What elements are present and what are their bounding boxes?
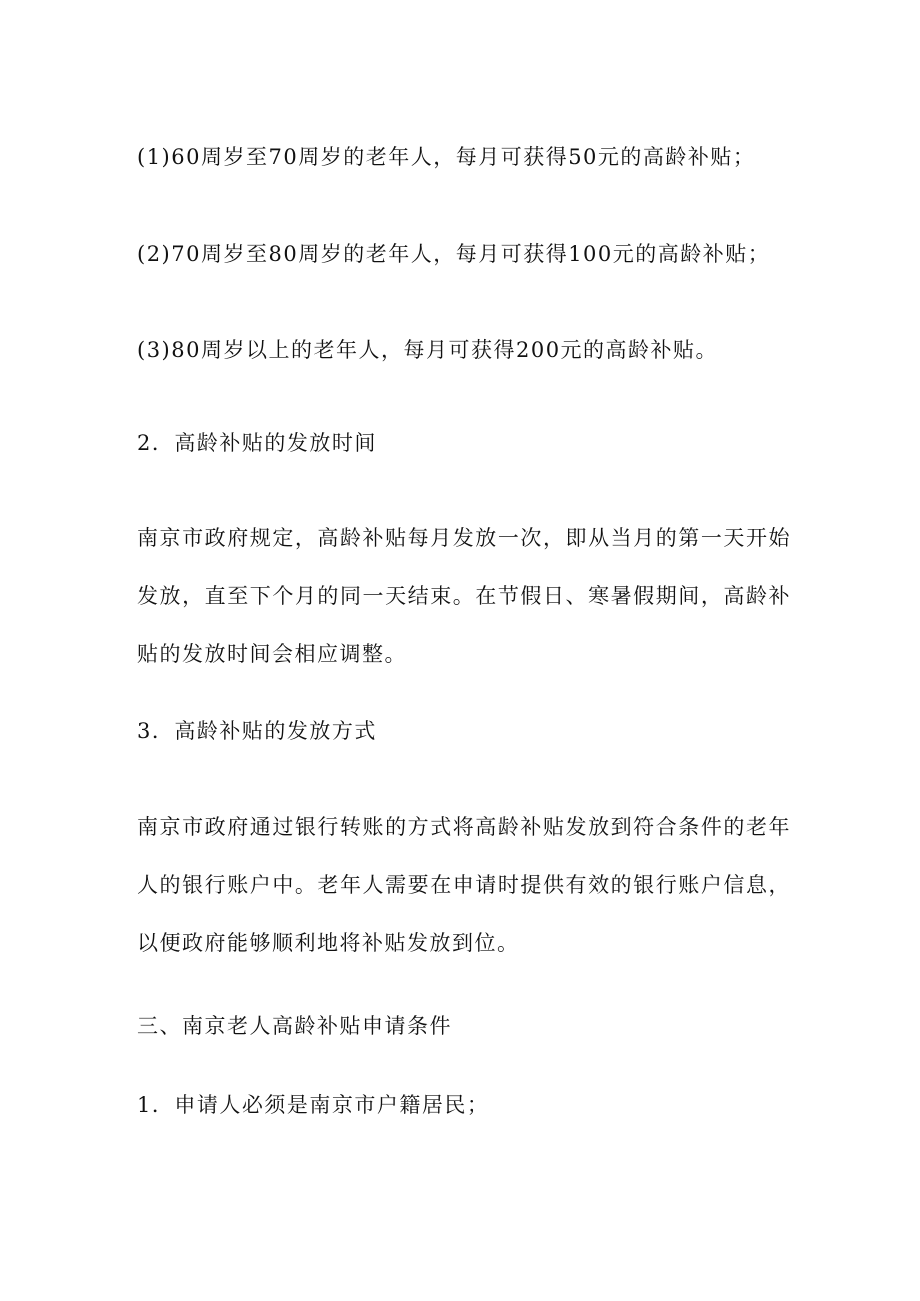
paragraph-distribution-time: 南京市政府规定，高龄补贴每月发放一次，即从当月的第一天开始发放，直至下个月的同一天结束。在节假日、寒暑假期间，高龄补贴的发放时间会相应调整。 bbox=[137, 526, 791, 666]
paragraph-distribution-method: 南京市政府通过银行转账的方式将高龄补贴发放到符合条件的老年人的银行账户中。老年人需要在申请时提供有效的银行账户信息，以便政府能够顺利地将补贴发放到位。 bbox=[137, 815, 791, 955]
heading-distribution-method: 3．高龄补贴的发放方式 bbox=[137, 719, 377, 743]
subsidy-tier-1: (1)60周岁至70周岁的老年人，每月可获得50元的高龄补贴； bbox=[137, 145, 756, 169]
condition-1: 1．申请人必须是南京市户籍居民； bbox=[137, 1093, 490, 1117]
section-heading-conditions: 三、南京老人高龄补贴申请条件 bbox=[137, 1014, 452, 1038]
subsidy-tier-3: (3)80周岁以上的老年人，每月可获得200元的高龄补贴。 bbox=[137, 338, 719, 362]
subsidy-tier-2: (2)70周岁至80周岁的老年人，每月可获得100元的高龄补贴； bbox=[137, 242, 771, 266]
heading-distribution-time: 2．高龄补贴的发放时间 bbox=[137, 431, 377, 455]
